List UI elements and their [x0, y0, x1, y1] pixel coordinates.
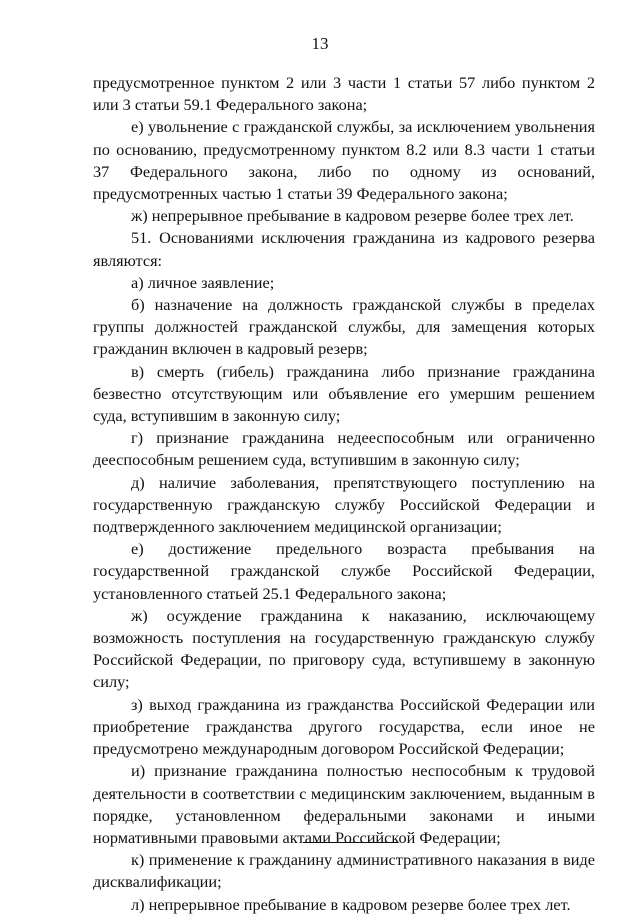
paragraph-item-e: е) достижение предельного возраста пребывания на государственной гражданской службе Российской Федерации, установленного статьей 25.1 Федерального закона; [93, 539, 595, 603]
paragraph-item-d: д) наличие заболевания, препятствующего поступлению на государственную гражданскую службу Российской Федерации и подтвержденного заключением медицинской организации; [93, 472, 595, 537]
paragraph-item-zh-continuous-stay: ж) непрерывное пребывание в кадровом резерве более трех лет. [131, 206, 574, 226]
document-body [93, 72, 595, 916]
paragraph-item-k: к) применение к гражданину административного наказания в виде дисквалификации; [93, 850, 595, 892]
paragraph-item-l: л) непрерывное пребывание в кадровом резерве более трех лет. [131, 894, 571, 914]
paragraph-continuation: предусмотренное пунктом 2 или 3 части 1 статьи 57 либо пунктом 2 или 3 статьи 59.1 Федерального закона; [93, 73, 595, 115]
paragraph-item-i: и) признание гражданина полностью неспособным к трудовой деятельности в соответствии с медицинским заключением, выданным в порядке, установленном федеральными законами и иными нормативными правовыми актами Российской Федерации; [93, 761, 595, 847]
paragraph-item-z: з) выход гражданина из гражданства Российской Федерации или приобретение гражданства другого государства, если иное не предусмотрено международным договором Российской Федерации; [93, 694, 595, 759]
page-number: 13 [311, 34, 329, 53]
paragraph-item-zh: ж) осуждение гражданина к наказанию, исключающему возможность поступления на государственную гражданскую службу Российской Федерации, по приговору суда, вступившему в законную силу; [93, 605, 595, 692]
paragraph-item-e-dismissal: е) увольнение с гражданской службы, за исключением увольнения по основанию, предусмотренному пунктом 8.2 или 8.3 части 1 статьи 37 Федерального закона, либо по одному из оснований, предусмотренных частью 1 статьи 39 Федерального закона; [93, 117, 595, 204]
paragraph-item-b: б) назначение на должность гражданской службы в пределах группы должностей гражданской службы, для замещения которых гражданин включен в кадровый резерв; [93, 295, 595, 359]
paragraph-item-a: а) личное заявление; [131, 272, 275, 292]
paragraph-clause-51: 51. Основаниями исключения гражданина из кадрового резерва являются: [93, 228, 595, 270]
paragraph-item-g: г) признание гражданина недееспособным или ограниченно дееспособным решением суда, вступившим в законную силу; [93, 428, 595, 470]
end-rule-divider [303, 842, 398, 843]
paragraph-item-v: в) смерть (гибель) гражданина либо признание гражданина безвестно отсутствующим или объявление его умершим решением суда, вступившим в законную силу; [93, 361, 595, 426]
